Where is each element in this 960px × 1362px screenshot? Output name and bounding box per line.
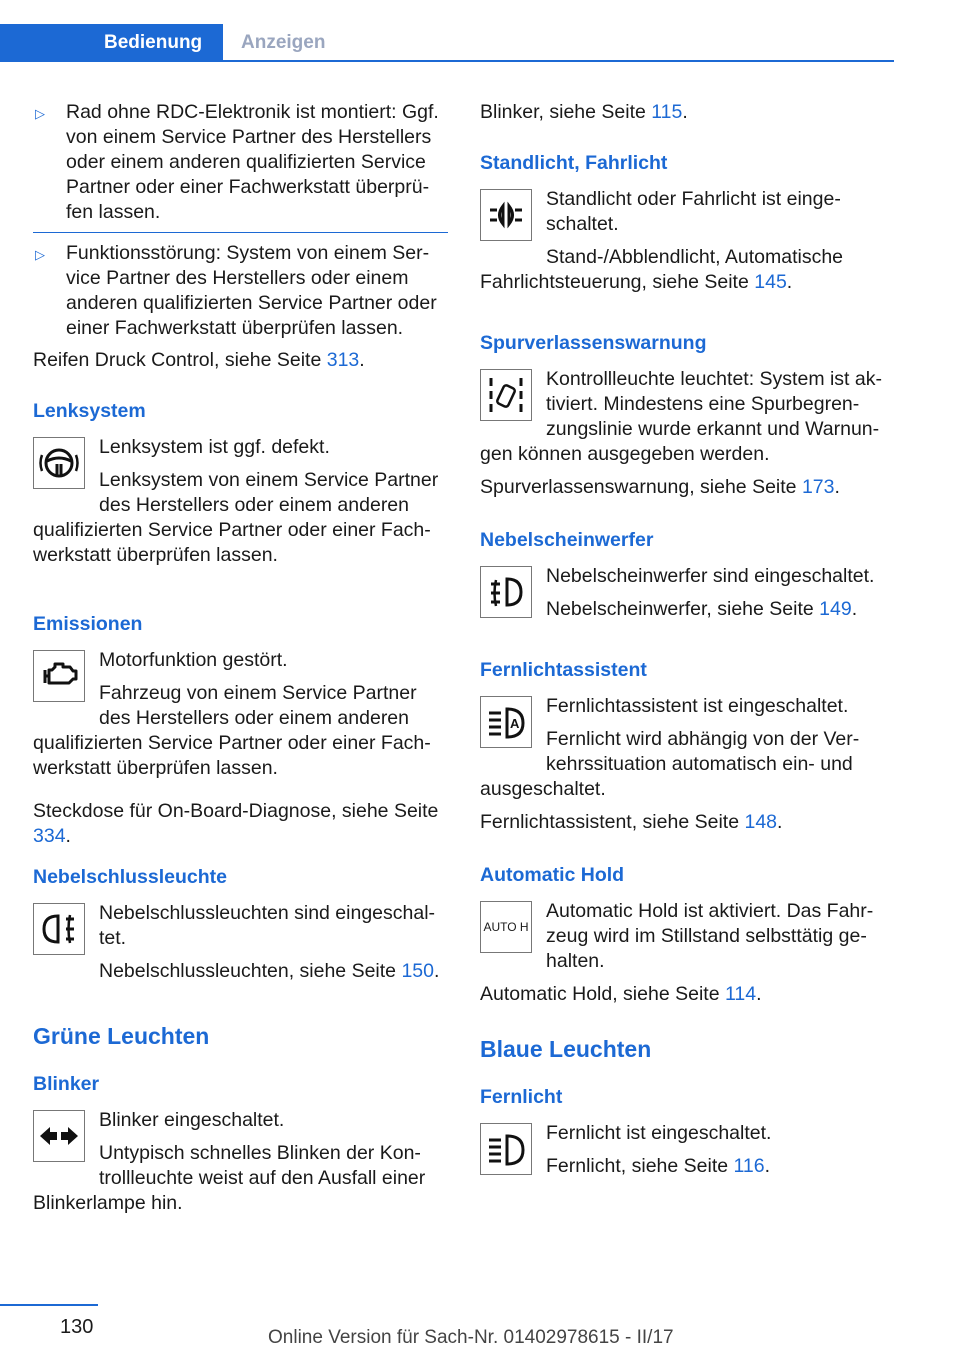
section-heading: Emissionen xyxy=(33,613,143,635)
emissionen-text: Motorfunktion gestört. xyxy=(99,649,288,671)
section-heading: Spurverlassenswarnung xyxy=(480,332,707,354)
triangle-bullet-icon: ▷ xyxy=(35,106,45,121)
page-link[interactable]: 148 xyxy=(744,811,778,833)
footer-divider xyxy=(0,1304,98,1306)
page-link[interactable]: 313 xyxy=(326,349,360,371)
nebelschluss-text: Nebelschlussleuchten sind eingeschal‐tet. xyxy=(99,902,436,949)
section-heading: Blinker xyxy=(33,1073,100,1095)
auto-hold-icon-label: AUTO H xyxy=(483,919,529,934)
section-fernlichtassistent xyxy=(480,658,898,835)
ref-end: . xyxy=(756,983,762,1005)
blinker-reference xyxy=(480,100,898,125)
page-link[interactable]: 149 xyxy=(819,598,852,620)
tab-anzeigen-label: Anzeigen xyxy=(241,31,326,53)
fernlicht-text: Fernlicht ist eingeschaltet. xyxy=(546,1122,772,1144)
spur-text: Kontrollleuchte leuchtet: System ist ak‐tiviert. Mindestens eine Spurbegren‐zungslinie wurde erkannt und Warnun‐gen können ausgegeben werden. xyxy=(480,368,882,465)
ref-text: Spurverlassenswarnung, siehe Seite xyxy=(480,476,802,498)
parking-light-icon xyxy=(480,189,532,241)
ref-end: . xyxy=(786,271,793,293)
ref-end: . xyxy=(682,101,688,123)
nebelschluss-reference xyxy=(33,959,448,984)
left-column xyxy=(33,100,448,1224)
divider xyxy=(33,232,448,233)
auto-hold-icon xyxy=(480,901,532,953)
fernassist-reference xyxy=(480,810,898,835)
lenksystem-text: Lenksystem von einem Service Partner des Herstellers oder einem anderen qualifizierten Service Partner oder einer Fach‐werkstatt überprüfen lassen. xyxy=(33,469,439,566)
tab-bedienung[interactable] xyxy=(0,24,223,61)
ref-text: Steckdose für On-Board-Diagnose, siehe Seite xyxy=(33,800,439,822)
list-item xyxy=(33,100,448,225)
ref-text: Fernlicht, siehe Seite xyxy=(546,1155,734,1177)
fernlicht-reference xyxy=(480,1154,898,1179)
list-item-text: Rad ohne RDC-Elektronik ist montiert: Ggf. von einem Service Partner des Herstellers oder einem anderen qualifizierten Service Partner oder einer Fachwerkstatt überprü‐fen lassen. xyxy=(66,101,439,223)
ref-end: . xyxy=(834,476,840,498)
obd-reference xyxy=(33,799,448,849)
ref-end: . xyxy=(764,1155,771,1177)
page-link[interactable]: 173 xyxy=(801,476,835,498)
ref-end: . xyxy=(65,825,71,847)
ref-text: Stand-/Abblendlicht, Automatische Fahrlichtsteuerung, siehe Seite xyxy=(480,246,844,293)
ref-text: Nebelscheinwerfer, siehe Seite xyxy=(546,598,820,620)
ref-end: . xyxy=(359,349,365,371)
nebel-reference xyxy=(480,597,898,622)
page-link[interactable]: 114 xyxy=(724,983,757,1005)
standlicht-text: Standlicht oder Fahrlicht ist einge‐schaltet. xyxy=(546,188,841,235)
header-divider xyxy=(0,60,894,62)
section-standlicht xyxy=(480,151,898,303)
ref-text: Fernlichtassistent, siehe Seite xyxy=(480,811,745,833)
ref-text: Automatic Hold, siehe Seite xyxy=(480,983,725,1005)
section-heading: Lenksystem xyxy=(33,400,146,422)
rear-fog-light-icon xyxy=(33,903,85,955)
section-heading: Nebelscheinwerfer xyxy=(480,529,654,551)
list-item xyxy=(33,241,448,341)
page-link[interactable]: 115 xyxy=(651,101,683,123)
ref-end: . xyxy=(777,811,783,833)
section-blaue-leuchten xyxy=(480,1035,898,1063)
section-nebelschlussleuchte xyxy=(33,865,448,992)
section-emissionen xyxy=(33,612,448,849)
tab-anzeigen[interactable] xyxy=(223,24,343,61)
page-link[interactable]: 116 xyxy=(733,1155,765,1177)
fernassist-text: Fernlichtassistent ist eingeschaltet. xyxy=(546,695,849,717)
triangle-bullet-icon: ▷ xyxy=(35,247,45,262)
emissionen-text: Fahrzeug von einem Service Partner des Herstellers oder einem anderen qualifizierten Service Partner oder einer Fach‐werkstatt überprüfen lassen. xyxy=(33,682,431,779)
ref-end: . xyxy=(851,598,858,620)
turn-signal-icon xyxy=(33,1110,85,1162)
autohold-reference xyxy=(480,982,898,1007)
high-beam-assistant-icon xyxy=(480,696,532,748)
tab-bedienung-label: Bedienung xyxy=(104,31,203,53)
section-lenksystem xyxy=(33,399,448,576)
page-number: 130 xyxy=(60,1316,94,1338)
section-spurverlassenswarnung xyxy=(480,331,898,500)
nebel-text: Nebelscheinwerfer sind eingeschaltet. xyxy=(546,565,875,587)
blinker-text: Blinker eingeschaltet. xyxy=(99,1109,285,1131)
chapter-heading: Grüne Leuchten xyxy=(33,1023,210,1049)
ref-end: . xyxy=(433,960,440,982)
section-heading: Fernlicht xyxy=(480,1086,563,1108)
svg-text:A: A xyxy=(510,716,520,731)
list-item-text: Funktionsstörung: System von einem Ser‐vice Partner des Herstellers oder einem anderen qualifizierten Service Partner oder einer Fachwerkstatt überprüfen lassen. xyxy=(66,242,437,339)
steering-wheel-warning-icon xyxy=(33,437,85,489)
page-link[interactable]: 150 xyxy=(401,960,434,982)
ref-text: Blinker, siehe Seite xyxy=(480,101,652,123)
reifen-reference xyxy=(33,348,448,373)
fernassist-text: Fernlicht wird abhängig von der Ver‐kehrssituation automatisch ein- und ausgeschaltet. xyxy=(480,728,860,800)
section-heading: Fernlichtassistent xyxy=(480,659,647,681)
section-blinker xyxy=(33,1072,448,1224)
ref-text: Reifen Druck Control, siehe Seite xyxy=(33,349,327,371)
front-fog-light-icon xyxy=(480,566,532,618)
page-link[interactable]: 334 xyxy=(33,825,66,847)
high-beam-icon xyxy=(480,1123,532,1175)
blinker-text: Untypisch schnelles Blinken der Kon‐trollleuchte weist auf den Ausfall einer Blinkerlampe hin. xyxy=(33,1142,426,1214)
spur-reference xyxy=(480,475,898,500)
right-column xyxy=(480,100,898,1187)
section-heading: Standlicht, Fahrlicht xyxy=(480,152,668,174)
section-heading: Automatic Hold xyxy=(480,864,625,886)
page-link[interactable]: 145 xyxy=(754,271,787,293)
section-nebelscheinwerfer xyxy=(480,528,898,630)
chapter-heading: Blaue Leuchten xyxy=(480,1036,652,1062)
standlicht-reference xyxy=(480,245,898,295)
ref-text: Nebelschlussleuchten, siehe Seite xyxy=(99,960,402,982)
footer-text: Online Version für Sach-Nr. 01402978615 - II/17 xyxy=(268,1327,674,1348)
lane-departure-icon xyxy=(480,369,532,421)
section-fernlicht xyxy=(480,1085,898,1187)
lenksystem-text: Lenksystem ist ggf. defekt. xyxy=(99,436,330,458)
engine-warning-icon xyxy=(33,650,85,702)
header-bar xyxy=(0,0,894,62)
section-gruene-leuchten xyxy=(33,1022,448,1050)
section-automatic-hold xyxy=(480,863,898,1007)
section-heading: Nebelschlussleuchte xyxy=(33,866,227,888)
autohold-text: Automatic Hold ist aktiviert. Das Fahr‐zeug wird im Stillstand selbsttätig ge‐halten. xyxy=(546,900,874,972)
